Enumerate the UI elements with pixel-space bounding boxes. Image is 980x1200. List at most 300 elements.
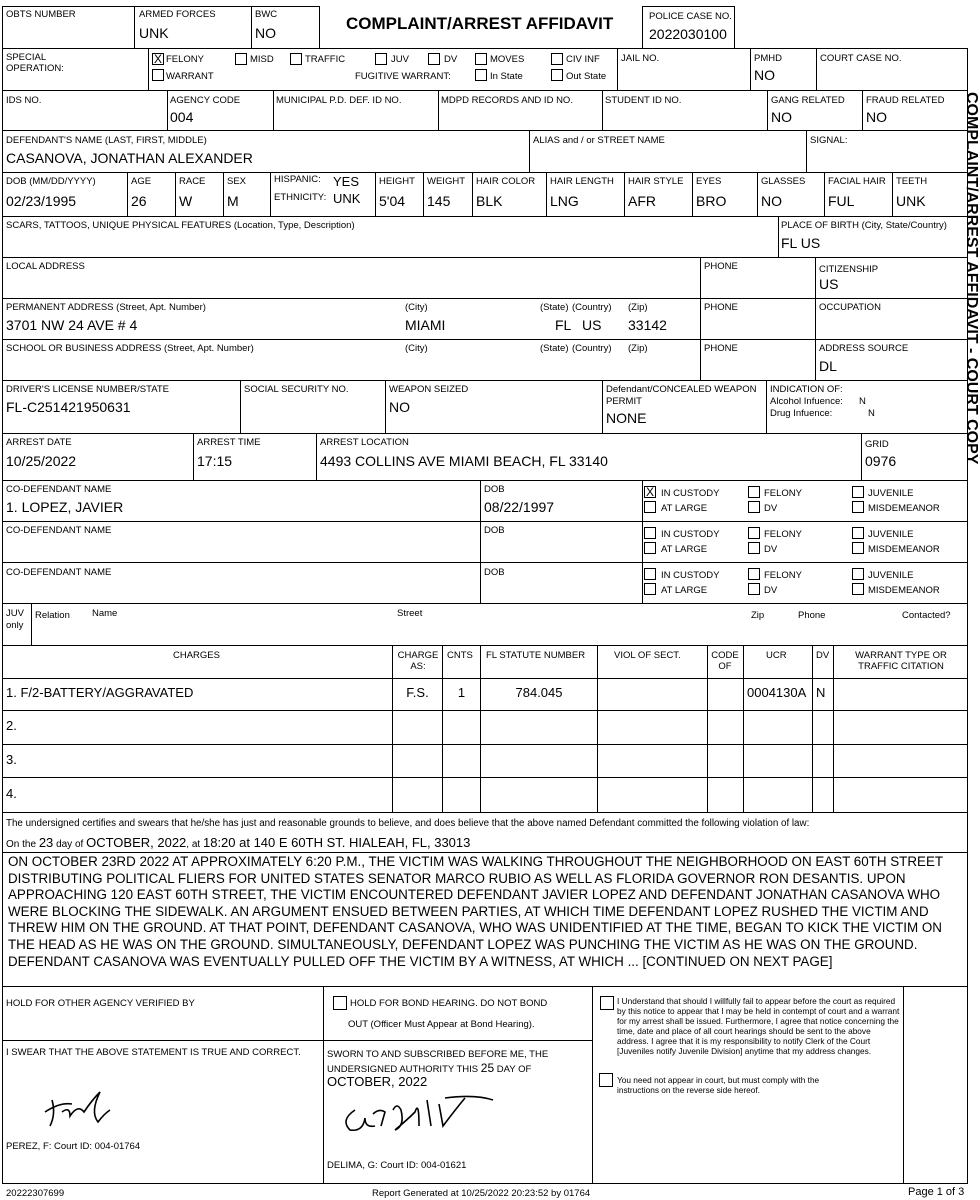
arrest-time-label: ARREST TIME bbox=[197, 437, 261, 448]
divider bbox=[812, 645, 813, 812]
on-the-text: On the bbox=[6, 839, 37, 850]
gang-related-value: NO bbox=[771, 109, 792, 125]
codefendant-name-label: CO-DEFENDANT NAME bbox=[6, 567, 112, 578]
divider bbox=[766, 380, 767, 433]
divider bbox=[2, 986, 968, 987]
teeth-label: TEETH bbox=[896, 176, 928, 187]
city-label: (City) bbox=[405, 343, 428, 354]
divider bbox=[323, 986, 324, 1183]
court-case-label: COURT CASE NO. bbox=[820, 53, 902, 64]
misdemeanor-checkbox[interactable] bbox=[852, 501, 864, 513]
dv-label: DV bbox=[764, 503, 778, 514]
swear-statement: I SWEAR THAT THE ABOVE STATEMENT IS TRUE AND CORRECT. bbox=[6, 1047, 301, 1058]
warrant-type-header: WARRANT TYPE OR bbox=[855, 650, 947, 661]
age-label: AGE bbox=[131, 176, 152, 187]
hispanic-label: HISPANIC: bbox=[274, 174, 321, 185]
divider bbox=[734, 6, 735, 48]
divider bbox=[767, 90, 768, 130]
juvenile-label: JUVENILE bbox=[868, 488, 914, 499]
divider bbox=[2, 521, 968, 522]
charge-as-header: CHARGE bbox=[397, 650, 439, 661]
drug-label: Drug Infuence: bbox=[770, 408, 833, 419]
traffic-citation-header: TRAFFIC CITATION bbox=[858, 661, 944, 672]
misd-checkbox[interactable] bbox=[235, 53, 247, 65]
warrant-label: WARRANT bbox=[166, 71, 214, 82]
police-case-label: POLICE CASE NO. bbox=[649, 11, 732, 22]
juvenile-label: JUVENILE bbox=[868, 570, 914, 581]
divider bbox=[134, 6, 135, 48]
zip-label: (Zip) bbox=[628, 302, 648, 313]
at-large-checkbox[interactable] bbox=[644, 583, 656, 595]
dv-label: DV bbox=[764, 585, 778, 596]
hold-bond-label: HOLD FOR BOND HEARING. DO NOT BOND bbox=[350, 998, 548, 1009]
defendant-name-value: CASANOVA, JONATHAN ALEXANDER bbox=[6, 150, 253, 166]
felony-label: FELONY bbox=[764, 488, 803, 499]
statute-value: 784.045 bbox=[515, 685, 563, 700]
scars-label: SCARS, TATTOOS, UNIQUE PHYSICAL FEATURES (Location, Type, Description) bbox=[6, 220, 355, 231]
divider bbox=[2, 1040, 592, 1041]
dv-checkbox[interactable] bbox=[748, 501, 760, 513]
divider bbox=[273, 90, 274, 130]
height-label: HEIGHT bbox=[379, 176, 415, 187]
misdemeanor-label: MISDEMEANOR bbox=[868, 503, 940, 514]
divider bbox=[700, 257, 701, 380]
viol-of-sect-header: VIOL OF SECT. bbox=[614, 650, 681, 661]
officer-signature bbox=[40, 1082, 120, 1132]
divider bbox=[148, 48, 149, 90]
at-large-label: AT LARGE bbox=[661, 503, 708, 514]
dv-label: DV bbox=[764, 544, 778, 555]
divider bbox=[472, 172, 473, 216]
charge-as-header-2: AS: bbox=[410, 661, 426, 672]
divider bbox=[127, 172, 128, 216]
officer-name-id: PEREZ, F: Court ID: 004-01764 bbox=[6, 1141, 141, 1152]
dv-checkbox[interactable] bbox=[428, 53, 440, 65]
divider bbox=[2, 480, 968, 481]
dob-value: 02/23/1995 bbox=[6, 193, 77, 209]
address-source-label: ADDRESS SOURCE bbox=[819, 343, 909, 354]
divider bbox=[2, 744, 968, 745]
municipal-id-label: MUNICIPAL P.D. DEF. ID NO. bbox=[276, 95, 402, 106]
divider bbox=[375, 172, 376, 216]
divider bbox=[624, 172, 625, 216]
moves-checkbox[interactable] bbox=[475, 53, 487, 65]
permit-label: PERMIT bbox=[606, 396, 642, 407]
codefendant-name-label: CO-DEFENDANT NAME bbox=[6, 484, 112, 495]
charge-row: 4. bbox=[6, 786, 17, 801]
in-state-checkbox[interactable] bbox=[475, 69, 487, 81]
local-address-label: LOCAL ADDRESS bbox=[6, 261, 85, 272]
fugitive-warrant-label: FUGITIVE WARRANT: bbox=[355, 71, 451, 82]
not-appear-text: You need not appear in court, but must comply with the instructions on the reverse side hereof. bbox=[617, 1075, 820, 1095]
divider bbox=[529, 130, 530, 172]
state-label: (State) bbox=[540, 302, 569, 313]
occupation-label: OCCUPATION bbox=[819, 302, 881, 313]
alcohol-value: N bbox=[859, 396, 866, 407]
divider bbox=[815, 257, 816, 380]
grid-label: GRID bbox=[865, 439, 889, 450]
divider bbox=[442, 645, 443, 812]
juvenile-checkbox[interactable] bbox=[852, 527, 864, 539]
civ-inf-checkbox[interactable] bbox=[551, 53, 563, 65]
divider bbox=[175, 172, 176, 216]
ucr-header: UCR bbox=[766, 650, 787, 661]
traffic-label: TRAFFIC bbox=[305, 54, 346, 65]
divider bbox=[31, 603, 32, 645]
misdemeanor-label: MISDEMEANOR bbox=[868, 544, 940, 555]
footer-report-id: 20222307699 bbox=[6, 1188, 65, 1199]
divider bbox=[778, 216, 779, 257]
divider bbox=[833, 645, 834, 812]
eyes-value: BRO bbox=[696, 193, 727, 209]
hold-other-agency-label: HOLD FOR OTHER AGENCY VERIFIED BY bbox=[6, 998, 195, 1009]
arrest-time-value: 17:15 bbox=[197, 453, 233, 469]
school-address-label: SCHOOL OR BUSINESS ADDRESS (Street, Apt. Number) bbox=[6, 343, 254, 354]
codefendant-dob-label: DOB bbox=[484, 567, 505, 578]
divider bbox=[2, 678, 968, 679]
codefendant-dob-label: DOB bbox=[484, 484, 505, 495]
ucr-value: 0004130A bbox=[747, 685, 807, 700]
divider bbox=[806, 130, 807, 172]
certification-text: The undersigned certifies and swears that he/she has just and reasonable grounds to believe, and does believe that the above named Defendant committed the following violation of law: bbox=[6, 818, 810, 829]
bwc-label: BWC bbox=[255, 9, 278, 20]
facial-hair-label: FACIAL HAIR bbox=[828, 176, 886, 187]
place-of-birth-value: FL US bbox=[781, 235, 821, 251]
juv-zip-label: Zip bbox=[751, 610, 765, 621]
violation-month-year: OCTOBER, 2022 bbox=[86, 835, 187, 850]
dob-label: DOB (MM/DD/YYYY) bbox=[6, 176, 96, 187]
teeth-value: UNK bbox=[896, 193, 926, 209]
concealed-weapon-label: Defendant/CONCEALED WEAPON bbox=[606, 384, 757, 395]
sex-value: M bbox=[227, 193, 239, 209]
eyes-label: EYES bbox=[696, 176, 722, 187]
code-header: CODE bbox=[711, 650, 739, 661]
divider bbox=[862, 90, 863, 130]
divider bbox=[480, 480, 481, 603]
weapon-seized-value: NO bbox=[389, 399, 410, 415]
narrative-text: ON OCTOBER 23RD 2022 AT APPROXIMATELY 6:20 P.M., THE VICTIM WAS WALKING THROUGHOUT THE NEIGHBORHOOD ON EAST 60TH STREET DISTRIBUTING POLITICAL FLIERS FOR UNITED STATES SENATOR MARCO RUBIO AS WELL AS FLORIDA GOVERNOR RON DESANTIS. UPON APPROACHING 120 EAST 60TH STREET, THE VICTIM ENCOUNTERED DEFENDANT JAVIER LOPEZ AND DEFENDANT JONATHAN CASANOVA WHO WERE BLOCKING THE SIDEWALK. AN ARGUMENT ENSUED BETWEEN PARTIES, AT WHICH TIME DEFENDANT LOPEZ RUSHED THE VICTIM AND THREW HIM ON THE GROUND. AT THAT POINT, DEFENDANT CASANOVA, WHO WAS UNIDENTIFIED AT THE TIME, BEGAN TO KICK THE VICTIM ON THE HEAD AS HE WAS ON THE GROUND. SIMULTANEOUSLY, DEFENDANT LOPEZ WAS PUNCHING THE VICTIM AS HE WAS ON THE GROUND. DEFENDANT CASANOVA WAS EVENTUALLY PULLED OFF THE VICTIM BY A WITNESS, AT WHICH ... [CONTINUED ON NEXT PAGE] bbox=[8, 854, 943, 969]
divider bbox=[2, 90, 968, 91]
juv-name-label: Name bbox=[92, 608, 118, 619]
divider bbox=[617, 48, 618, 90]
pmhd-value: NO bbox=[754, 67, 775, 83]
divider bbox=[319, 6, 320, 48]
charge-dv-value: N bbox=[816, 685, 826, 700]
divider bbox=[2, 710, 968, 711]
understand-text: I Understand that should I willfully fail to appear before the court as required by this notice to appear that I may be held in contempt of court and a warrant for my arrest shall be issued. Furthermore, I agree that notice concerning the time, date and place of all court hearings should be sent to the above address. I agree that it is my responsibility to notify Clerk of the Court [Juveniles notify Juvenile Division] anytime that my address changes. bbox=[617, 996, 900, 1056]
charge-row: 1. F/2-BATTERY/AGGRAVATED bbox=[6, 685, 194, 700]
alias-label: ALIAS and / or STREET NAME bbox=[533, 135, 665, 146]
civ-inf-label: CIV INF bbox=[566, 54, 600, 65]
charge-cnts-value: 1 bbox=[457, 685, 466, 700]
hold-bond-checkbox[interactable] bbox=[333, 996, 347, 1010]
violation-day: 23 bbox=[38, 835, 54, 850]
in-custody-checkbox[interactable]: X bbox=[645, 485, 654, 499]
citizenship-value: US bbox=[819, 276, 839, 292]
ssn-label: SOCIAL SECURITY NO. bbox=[244, 384, 349, 395]
race-label: RACE bbox=[179, 176, 206, 187]
divider bbox=[392, 645, 393, 812]
divider bbox=[167, 90, 168, 130]
glasses-value: NO bbox=[761, 193, 782, 209]
agency-code-label: AGENCY CODE bbox=[170, 95, 241, 106]
notary-signature bbox=[335, 1090, 505, 1140]
weight-value: 145 bbox=[427, 193, 451, 209]
gang-related-label: GANG RELATED bbox=[771, 95, 845, 106]
phone-label: PHONE bbox=[704, 261, 738, 272]
juv-only-label: only bbox=[6, 620, 24, 631]
sworn-day: 25 bbox=[480, 1061, 495, 1075]
violation-date-line bbox=[6, 835, 470, 850]
obts-label: OBTS NUMBER bbox=[6, 9, 76, 20]
relation-label: Relation bbox=[35, 610, 70, 621]
age-value: 26 bbox=[131, 193, 147, 209]
permanent-address-label: PERMANENT ADDRESS (Street, Apt. Number) bbox=[6, 302, 206, 313]
divider bbox=[2, 216, 968, 217]
felony-label: FELONY bbox=[764, 529, 803, 540]
contacted-label: Contacted? bbox=[902, 610, 951, 621]
weight-label: WEIGHT bbox=[427, 176, 465, 187]
armed-forces-label: ARMED FORCES bbox=[139, 9, 216, 20]
sworn-month-year: OCTOBER, 2022 bbox=[327, 1074, 428, 1089]
arrest-location-value: 4493 COLLINS AVE MIAMI BEACH, FL 33140 bbox=[320, 453, 608, 469]
ethnicity-label: ETHNICITY: bbox=[274, 192, 327, 203]
divider bbox=[2, 339, 968, 340]
in-custody-checkbox[interactable] bbox=[644, 568, 656, 580]
codefendant-dob-value: 08/22/1997 bbox=[484, 499, 555, 515]
juv-street-label: Street bbox=[397, 608, 423, 619]
side-banner bbox=[963, 92, 980, 902]
divider bbox=[861, 433, 862, 480]
hispanic-value: YES bbox=[333, 174, 360, 189]
felony-checkbox[interactable]: X bbox=[153, 52, 162, 66]
phone-label: PHONE bbox=[704, 343, 738, 354]
divider bbox=[193, 433, 194, 480]
felony-label: FELONY bbox=[166, 54, 205, 65]
address-source-value: DL bbox=[819, 358, 837, 374]
police-case-value: 2022030100 bbox=[649, 26, 727, 42]
special-operation-label: SPECIAL OPERATION: bbox=[6, 52, 64, 74]
divider bbox=[2, 645, 968, 646]
divider bbox=[2, 433, 968, 434]
divider bbox=[903, 986, 904, 1183]
divider bbox=[892, 172, 893, 216]
ethnicity-value: UNK bbox=[333, 191, 361, 206]
zip-label: (Zip) bbox=[628, 343, 648, 354]
in-custody-label: IN CUSTODY bbox=[661, 529, 720, 540]
height-value: 5'04 bbox=[379, 193, 406, 209]
at-large-checkbox[interactable] bbox=[644, 542, 656, 554]
divider bbox=[223, 172, 224, 216]
place-of-birth-label: PLACE OF BIRTH (City, State/Country) bbox=[781, 220, 947, 231]
ids-label: IDS NO. bbox=[6, 95, 42, 106]
sworn-line-1: SWORN TO AND SUBSCRIBED BEFORE ME, THE bbox=[327, 1049, 549, 1060]
agency-code-value: 004 bbox=[170, 109, 194, 125]
divider bbox=[2, 812, 968, 813]
juv-label: JUV bbox=[6, 608, 24, 619]
arrest-date-value: 10/25/2022 bbox=[6, 453, 77, 469]
divider bbox=[240, 380, 241, 433]
not-appear-checkbox[interactable] bbox=[599, 1073, 613, 1087]
dv-checkbox[interactable] bbox=[748, 542, 760, 554]
hair-color-label: HAIR COLOR bbox=[476, 176, 536, 187]
pmhd-label: PMHD bbox=[754, 53, 782, 64]
in-custody-checkbox[interactable] bbox=[644, 527, 656, 539]
divider bbox=[2, 777, 968, 778]
out-state-label: Out State bbox=[566, 71, 607, 82]
weapon-seized-label: WEAPON SEIZED bbox=[389, 384, 469, 395]
divider bbox=[2, 130, 968, 131]
codefendant-name-value: 1. LOPEZ, JAVIER bbox=[6, 499, 124, 515]
traffic-checkbox[interactable] bbox=[290, 53, 302, 65]
in-custody-label: IN CUSTODY bbox=[661, 570, 720, 581]
divider bbox=[2, 562, 968, 563]
divider bbox=[642, 6, 643, 48]
statute-header: FL STATUTE NUMBER bbox=[486, 650, 586, 661]
race-value: W bbox=[179, 193, 193, 209]
day-of-text: day of bbox=[56, 839, 84, 850]
misdemeanor-checkbox[interactable] bbox=[852, 583, 864, 595]
understand-checkbox[interactable] bbox=[600, 996, 614, 1010]
divider bbox=[2, 6, 3, 1184]
divider bbox=[2, 1183, 968, 1184]
sworn-day-of-text: DAY OF bbox=[496, 1064, 532, 1075]
juvenile-checkbox[interactable] bbox=[852, 486, 864, 498]
city-label: (City) bbox=[405, 302, 428, 313]
state-label: (State) bbox=[540, 343, 569, 354]
juv-checkbox[interactable] bbox=[375, 53, 387, 65]
in-state-label: In State bbox=[490, 71, 523, 82]
in-custody-label: IN CUSTODY bbox=[661, 488, 720, 499]
city-value: MIAMI bbox=[405, 317, 446, 333]
hair-length-value: LNG bbox=[550, 193, 579, 209]
country-label: (Country) bbox=[572, 302, 612, 313]
at-large-label: AT LARGE bbox=[661, 544, 708, 555]
country-label: (Country) bbox=[572, 343, 612, 354]
arrest-date-label: ARREST DATE bbox=[6, 437, 72, 448]
moves-label: MOVES bbox=[490, 54, 525, 65]
country-value: US bbox=[582, 317, 602, 333]
cnts-header: CNTS bbox=[447, 650, 473, 661]
divider bbox=[602, 380, 603, 433]
dv-label: DV bbox=[444, 54, 458, 65]
divider bbox=[316, 433, 317, 480]
glasses-label: GLASSES bbox=[761, 176, 806, 187]
bwc-value: NO bbox=[255, 25, 276, 41]
phone-label: PHONE bbox=[704, 302, 738, 313]
divider bbox=[251, 6, 252, 48]
out-state-checkbox[interactable] bbox=[551, 69, 563, 81]
code-of-header: OF bbox=[718, 661, 732, 672]
fraud-related-label: FRAUD RELATED bbox=[866, 95, 945, 106]
at-large-checkbox[interactable] bbox=[644, 501, 656, 513]
arrest-location-label: ARREST LOCATION bbox=[320, 437, 409, 448]
drivers-license-label: DRIVER'S LICENSE NUMBER/STATE bbox=[6, 384, 169, 395]
hair-style-value: AFR bbox=[628, 193, 656, 209]
divider bbox=[2, 48, 968, 49]
misd-label: MISD bbox=[250, 54, 274, 65]
footer-page: Page 1 of 3 bbox=[908, 1186, 965, 1198]
sworn-authority-text: UNDERSIGNED AUTHORITY THIS bbox=[327, 1064, 479, 1075]
divider bbox=[602, 90, 603, 130]
divider bbox=[385, 380, 386, 433]
divider bbox=[824, 172, 825, 216]
sworn-line-2 bbox=[327, 1061, 531, 1075]
citizenship-label: CITIZENSHIP bbox=[819, 264, 879, 275]
divider bbox=[592, 986, 593, 1183]
warrant-checkbox[interactable] bbox=[152, 69, 164, 81]
divider bbox=[692, 172, 693, 216]
indication-label: INDICATION OF: bbox=[770, 384, 843, 395]
facial-hair-value: FUL bbox=[828, 193, 855, 209]
student-id-label: STUDENT ID NO. bbox=[605, 95, 682, 106]
codefendant-name-label: CO-DEFENDANT NAME bbox=[6, 525, 112, 536]
felony-checkbox[interactable] bbox=[748, 527, 760, 539]
felony-checkbox[interactable] bbox=[748, 486, 760, 498]
juvenile-checkbox[interactable] bbox=[852, 568, 864, 580]
alcohol-label: Alcohol Infuence: bbox=[770, 396, 843, 407]
jail-no-label: JAIL NO. bbox=[621, 53, 660, 64]
hair-length-label: HAIR LENGTH bbox=[550, 176, 614, 187]
divider bbox=[816, 48, 817, 90]
divider bbox=[597, 645, 598, 812]
divider bbox=[642, 6, 735, 7]
dv-header: DV bbox=[816, 650, 830, 661]
divider bbox=[757, 172, 758, 216]
sex-label: SEX bbox=[227, 176, 247, 187]
armed-forces-value: UNK bbox=[139, 25, 169, 41]
fraud-related-value: NO bbox=[866, 109, 887, 125]
mdpd-label: MDPD RECORDS AND ID NO. bbox=[441, 95, 573, 106]
permanent-address-value: 3701 NW 24 AVE # 4 bbox=[6, 317, 138, 333]
hair-color-value: BLK bbox=[476, 193, 503, 209]
divider bbox=[2, 298, 968, 299]
divider bbox=[270, 172, 271, 216]
divider bbox=[2, 257, 968, 258]
charge-row: 3. bbox=[6, 752, 17, 767]
divider bbox=[2, 6, 319, 7]
juv-phone-label: Phone bbox=[798, 610, 826, 621]
charges-header: CHARGES bbox=[173, 650, 220, 661]
felony-checkbox[interactable] bbox=[748, 568, 760, 580]
drug-value: N bbox=[868, 408, 875, 419]
hair-style-label: HAIR STYLE bbox=[628, 176, 684, 187]
divider bbox=[2, 603, 968, 604]
divider bbox=[750, 48, 751, 90]
signal-label: SIGNAL: bbox=[810, 135, 848, 146]
drivers-license-value: FL-C251421950631 bbox=[6, 399, 131, 415]
side-banner-text: COMPLAINT/ARREST AFFIDAVIT - COURT COPY bbox=[963, 92, 980, 465]
juvenile-label: JUVENILE bbox=[868, 529, 914, 540]
form-title: COMPLAINT/ARREST AFFIDAVIT bbox=[346, 14, 614, 33]
divider bbox=[480, 645, 481, 812]
concealed-weapon-value: NONE bbox=[606, 410, 647, 426]
at-large-label: AT LARGE bbox=[661, 585, 708, 596]
divider bbox=[2, 380, 968, 381]
violation-time-place: 18:20 at 140 E 60TH ST. HIALEAH, FL, 33013 bbox=[202, 835, 471, 850]
divider bbox=[438, 90, 439, 130]
hold-bond-label-2: OUT (Officer Must Appear at Bond Hearing). bbox=[348, 1019, 535, 1030]
charge-row: 2. bbox=[6, 718, 17, 733]
misdemeanor-label: MISDEMEANOR bbox=[868, 585, 940, 596]
felony-label: FELONY bbox=[764, 570, 803, 581]
dv-checkbox[interactable] bbox=[748, 583, 760, 595]
misdemeanor-checkbox[interactable] bbox=[852, 542, 864, 554]
juv-label: JUV bbox=[391, 54, 409, 65]
grid-value: 0976 bbox=[865, 453, 897, 469]
footer-generated: Report Generated at 10/25/2022 20:23:52 by 01764 bbox=[372, 1188, 591, 1199]
charge-as-value: F.S. bbox=[406, 685, 429, 700]
